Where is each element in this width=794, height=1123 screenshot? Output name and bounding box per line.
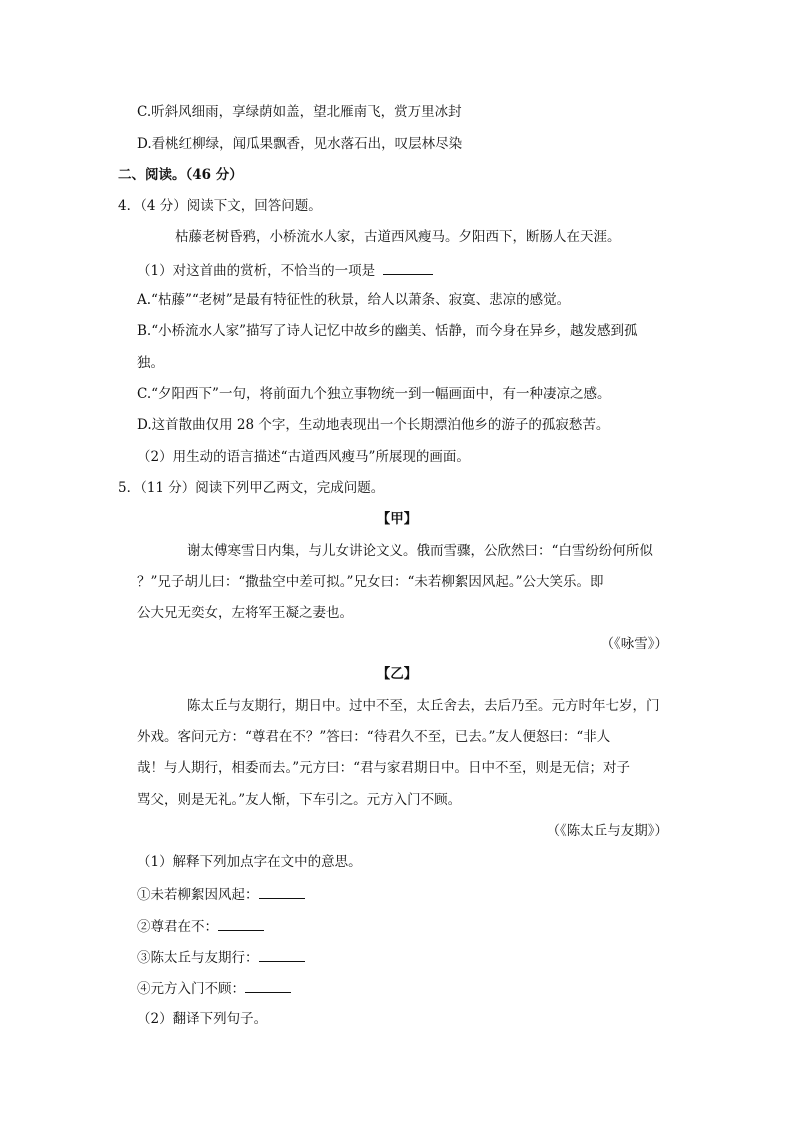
q4-option-b-line2: 独。	[137, 355, 164, 371]
q5-item3-text: ③陈太丘与友期行：	[137, 950, 259, 966]
q4-sub1-text: （1）对这首曲的赏析，不恰当的一项是	[137, 263, 376, 279]
q4-sub2: （2）用生动的语言描述“古道西风瘦马”所展现的画面。	[137, 449, 470, 465]
q4-sub1-answer-blank[interactable]	[383, 260, 433, 275]
q5-jia-source: （《咏雪》）	[600, 636, 668, 652]
q4-option-b-line1: B.“小桥流水人家”描写了诗人记忆中故乡的幽美、恬静，而今身在异乡，越发感到孤	[137, 323, 638, 339]
q5-item4-text: ④元方入门不顾：	[137, 981, 245, 997]
q5-jia-line2: ？”兄子胡儿曰：“撒盐空中差可拟。”兄女曰：“未若柳絮因风起。”公大笑乐。即	[137, 574, 604, 590]
q3-option-c: C.听斜风细雨，享绿荫如盖，望北雁南飞，赏万里冰封	[137, 104, 462, 120]
q5-item1-text: ①未若柳絮因风起：	[137, 887, 259, 903]
q5-stem: 5．（11 分）阅读下列甲乙两文，完成问题。	[118, 480, 385, 496]
q5-yi-line3: 哉！与人期行，相委而去。”元方曰：“君与家君期日中。日中不至，则是无信；对子	[137, 760, 631, 776]
q4-option-c: C.“夕阳西下”一句，将前面九个独立事物统一到一幅画面中，有一种凄凉之感。	[137, 386, 611, 402]
q5-yi-title: 【乙】	[376, 666, 418, 682]
q3-option-d: D.看桃红柳绿，闻瓜果飘香，见水落石出，叹层林尽染	[137, 136, 463, 152]
q5-item4	[137, 978, 291, 998]
q5-item2	[137, 916, 264, 936]
q5-item2-answer-blank[interactable]	[218, 916, 264, 931]
q5-item1-answer-blank[interactable]	[259, 884, 305, 899]
section-heading-reading: 二、阅读。（46 分）	[118, 167, 243, 183]
q5-jia-line1: 谢太傅寒雪日内集，与儿女讲论文义。俄而雪骤，公欣然曰：“白雪纷纷何所似	[187, 543, 653, 559]
q5-yi-line1: 陈太丘与友期行，期日中。过中不至，太丘舍去，去后乃至。元方时年七岁，门	[187, 698, 660, 714]
q4-stem: 4．（4 分）阅读下文，回答问题。	[118, 198, 322, 214]
q5-item3-answer-blank[interactable]	[259, 947, 305, 962]
q5-jia-line3: 公大兄无奕女，左将军王凝之妻也。	[137, 605, 353, 621]
q5-item2-text: ②尊君在不：	[137, 919, 218, 935]
q4-sub1	[137, 260, 433, 280]
q5-item3	[137, 947, 305, 967]
q4-option-d: D.这首散曲仅用 28 个字，生动地表现出一个长期漂泊他乡的游子的孤寂愁苦。	[137, 417, 610, 433]
q5-yi-source: （《陈太丘与友期》）	[546, 823, 668, 839]
q4-poem: 枯藤老树昏鸦，小桥流水人家，古道西风瘦马。夕阳西下，断肠人在天涯。	[175, 229, 621, 245]
q5-sub1: （1）解释下列加点字在文中的意思。	[137, 854, 362, 870]
q4-option-a: A.“枯藤”“老树”是最有特征性的秋景，给人以萧条、寂寞、悲凉的感觉。	[137, 292, 571, 308]
q5-item1	[137, 884, 305, 904]
q5-item4-answer-blank[interactable]	[245, 978, 291, 993]
q5-yi-line2: 外戏。客问元方：“尊君在不？”答曰：“待君久不至，已去。”友人便怒曰：“非人	[137, 729, 611, 745]
q5-yi-line4: 骂父，则是无礼。”友人惭，下车引之。元方入门不顾。	[137, 792, 462, 808]
q5-jia-title: 【甲】	[376, 511, 418, 527]
q5-sub2: （2）翻译下列句子。	[137, 1011, 268, 1027]
